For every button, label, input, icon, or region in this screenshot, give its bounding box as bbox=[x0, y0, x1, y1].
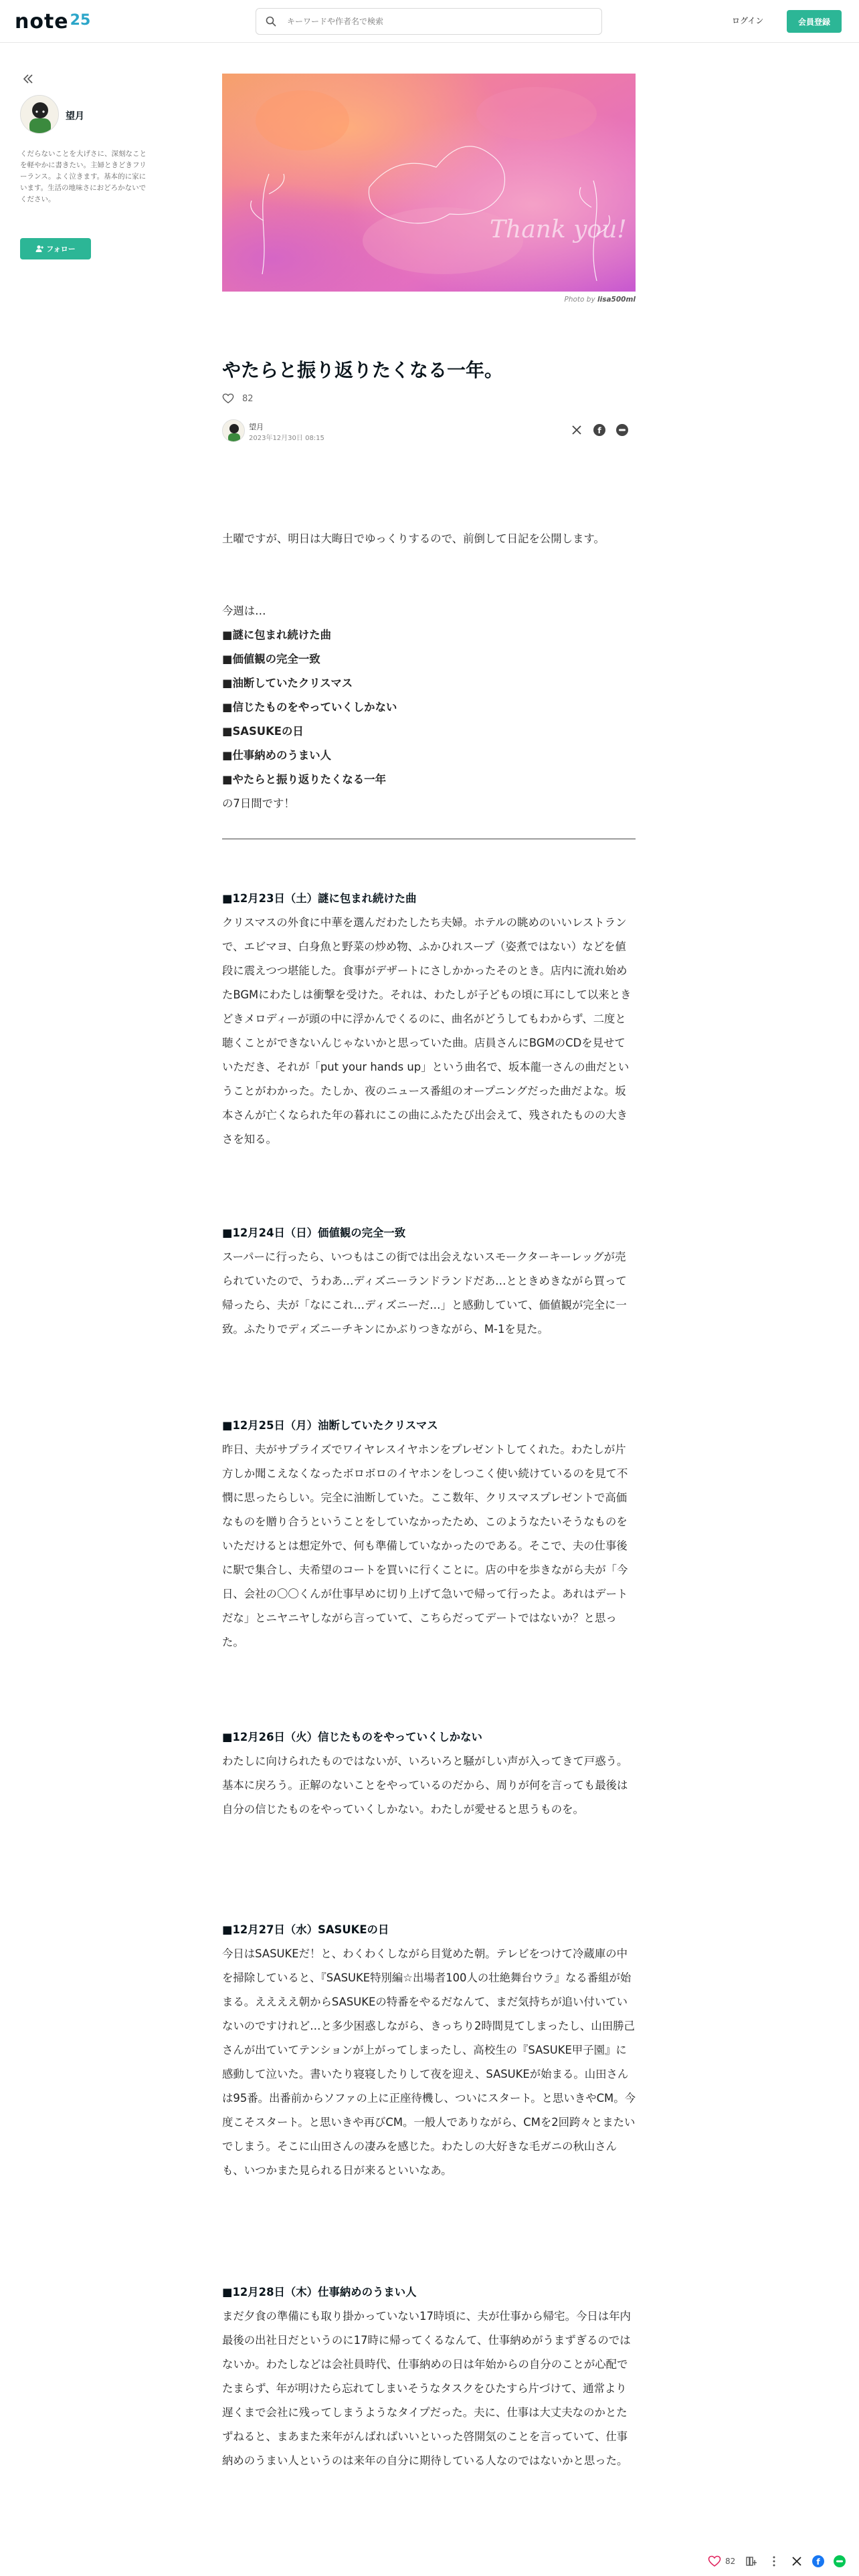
list-item: ■信じたものをやっていくしかない bbox=[222, 701, 397, 714]
intro-week-label: 今週は… bbox=[222, 605, 266, 617]
login-link[interactable]: ログイン bbox=[732, 16, 764, 25]
more-options-icon[interactable] bbox=[767, 2555, 781, 2568]
facebook-share-icon[interactable] bbox=[593, 423, 606, 437]
section-body: クリスマスの外食に中華を選んだわたしたち夫婦。ホテルの眺めのいいレストランで、エビマヨ、白身魚と野菜の炒め物、ふかひれスープ（姿煮ではない）などを値段に震えつつ堪能した。食事がデザートにさしかかったそのとき。店内に流れ始めたBGMにわたしは衝撃を受けた。それは、わたしが子どもの頃に耳にして以来ときどきメロディーが頭の中に浮かんでくるのに、曲名がどうしてもわからず、二度と聴くことができないんじゃないかと思っていた曲。店員さんにBGMのCDを見せていただき、それが「put your hands up」という曲名で、坂本龍一さんの曲だということがわかった。たしか、夜のニュース番組のオープニングだった曲だよな。坂本さんが亡くなられた年の暮れにこの曲にふたたび出会えて、残されたものの大きさを知る。 bbox=[222, 916, 632, 1146]
section-heading: ■12月24日（日）価値観の完全一致 bbox=[222, 1226, 406, 1239]
svg-text:Thank you!: Thank you! bbox=[490, 216, 627, 243]
section-body: 今日はSASUKEだ！と、わくわくしながら目覚めた朝。テレビをつけて冷蔵庫の中を掃除していると、『SASUKE特別編☆出場者100人の壮絶舞台ウラ』なる番組が始まる。ええええ朝からSASUKEの特番をやるだなんて、まだ気持ちが追い付いていないのですけれど…と多少困惑しながら、きっちり2時間見てしまったし、山田勝己さんが出ていてテンションが上がってしまったし、高校生の『SASUKE甲子園』に感動して泣いた。書いたり寝寝したりして夜を迎え、SASUKEが始まる。山田さんは95番。出番前からソファの上に正座待機し、ついにスタート。と思いきやCM。今度こそスタート。と思いきや再びCM。一般人でありながら、CMを2回跨々とまたいでしまう。そこに山田さんの凄みを感じた。わたしの大好きな毛ガニの秋山さんも、いつかまた見られる日が来るといいなあ。 bbox=[222, 1947, 636, 2177]
section-heading: ■12月23日（土）謎に包まれ続けた曲 bbox=[222, 892, 417, 905]
section-body: まだ夕食の準備にも取り掛かっていない17時頃に、夫が仕事から帰宅。今日は年内最後の出社日だというのに17時に帰ってくるなんて、仕事納めがうまずぎるのではないか。わたしなどは会社員時代、仕事納めの日は年始からの自分のことが心配でたまらず、年が明けたら忘れてしまいそうなタスクをひたすら片づけて、通常より遅くまで会社に残ってしまうようなタイプだった。夫に、仕事は大丈夫なのかとたずねると、まあまた来年がんばればいいといった啓開気のことを言っていて、仕事納めのうまい人というのは来年の自分に期待している人なのではないかと思った。 bbox=[222, 2310, 631, 2467]
search-input[interactable] bbox=[287, 17, 581, 26]
signup-button[interactable]: 会員登録 bbox=[787, 10, 842, 33]
week-list bbox=[222, 623, 636, 816]
site-header bbox=[0, 0, 859, 43]
publish-date: 2023年12月30日 08:15 bbox=[249, 435, 324, 442]
section-heading: ■12月25日（月）油断していたクリスマス bbox=[222, 1419, 438, 1432]
search-icon bbox=[266, 16, 276, 27]
line-share-icon[interactable] bbox=[615, 423, 629, 437]
heart-icon[interactable] bbox=[222, 393, 234, 405]
author-name[interactable]: 望月 bbox=[249, 423, 264, 431]
x-share-icon[interactable] bbox=[570, 423, 583, 437]
list-item: ■価値観の完全一致 bbox=[222, 653, 320, 665]
section-body: スーパーに行ったら、いつもはこの街では出会えないスモークターキーレッグが売られていたので、うわあ…ディズニーランドランドだあ…とときめきながら買って帰ったら、夫が「なにこれ…ディズニーだ…」と感動していて、価値観が完全に一致。ふたりでディズニーチキンにかぶりつきながら、M-1を見た。 bbox=[222, 1251, 627, 1335]
collapse-sidebar-icon[interactable] bbox=[21, 72, 35, 86]
author-row bbox=[222, 419, 636, 446]
diary-section-1227 bbox=[222, 1918, 636, 2183]
svg-text:f: f bbox=[816, 2557, 820, 2567]
like-count[interactable]: 82 bbox=[242, 393, 254, 404]
svg-text:f: f bbox=[597, 426, 601, 435]
photo-credit-link[interactable]: lisa500ml bbox=[597, 296, 636, 304]
author-bio: くだらないことを大げさに、深刻なことを軽やかに書きたい。主婦ときどきフリーランス。よく泣きます。基本的に家にいます。生活の地味さにおどろかないでください。 bbox=[20, 150, 147, 203]
list-end: の7日間です！ bbox=[222, 797, 295, 810]
floating-action-bar bbox=[702, 2551, 859, 2572]
magazine-add-icon[interactable] bbox=[745, 2555, 758, 2568]
logo-text: note bbox=[15, 9, 69, 33]
like-row bbox=[222, 393, 254, 405]
section-heading: ■12月26日（火）信じたものをやっていくしかない bbox=[222, 1731, 482, 1743]
x-share-icon[interactable] bbox=[790, 2555, 803, 2568]
section-body: わたしに向けられたものではないが、いろいろと騒がしい声が入ってきて戸惑う。基本に戻ろう。正解のないことをやっているのだから、周りが何を言っても最後は自分の信じたものをやっていくしかない。わたしが愛せると思うものを。 bbox=[222, 1755, 628, 1816]
list-item: ■SASUKEの日 bbox=[222, 725, 304, 738]
line-share-icon[interactable] bbox=[833, 2555, 846, 2568]
photo-caption-prefix: Photo by bbox=[564, 296, 595, 304]
logo-anniversary-badge: 25 bbox=[70, 11, 91, 29]
facebook-share-icon[interactable] bbox=[812, 2555, 825, 2568]
add-user-icon bbox=[35, 245, 43, 253]
section-heading: ■12月27日（水）SASUKEの日 bbox=[222, 1923, 389, 1936]
list-item: ■仕事納めのうまい人 bbox=[222, 749, 332, 762]
diary-section-1224 bbox=[222, 1221, 636, 1341]
heart-icon[interactable] bbox=[708, 2555, 721, 2568]
photo-caption bbox=[222, 296, 636, 304]
follow-button[interactable] bbox=[20, 238, 91, 259]
diary-section-1223 bbox=[222, 887, 636, 1152]
author-avatar-sidebar[interactable] bbox=[20, 95, 59, 134]
list-item: ■油断していたクリスマス bbox=[222, 677, 353, 689]
author-name-sidebar[interactable]: 望月 bbox=[66, 111, 84, 122]
search-box[interactable] bbox=[256, 8, 602, 35]
header-image bbox=[222, 74, 636, 292]
diary-section-1225 bbox=[222, 1414, 636, 1654]
like-count-bottom[interactable]: 82 bbox=[725, 2557, 736, 2566]
article-title: やたらと振り返りたくなる一年。 bbox=[222, 359, 504, 381]
note-logo[interactable] bbox=[15, 9, 90, 33]
intro-paragraph: 土曜ですが、明日は大晦日でゆっくりするので、前倒して日記を公開します。 bbox=[222, 532, 605, 545]
section-body: 昨日、夫がサプライズでワイヤレスイヤホンをプレゼントしてくれた。わたしが片方しか聞こえなくなったボロボロのイヤホンをしつこく使い続けているのを見て不憫に思ったらしい。完全に油断していた。ここ数年、クリスマスプレゼントで高価なものを贈り合うということをしていなかったため、このようなたいそうなものをいただけるとは想定外で、何も準備していなかったのである。そこで、夫の仕事後に駅で集合し、夫希望のコートを買いに行くことに。店の中を歩きながら夫が「今日、会社の〇〇くんが仕事早めに切り上げて急いで帰って行ったよ。あれはデートだな」とニヤニヤしながら言っていて、こちらだってデートではないか？と思った。 bbox=[222, 1443, 628, 1648]
diary-section-1228 bbox=[222, 2280, 636, 2473]
section-heading: ■12月28日（木）仕事納めのうまい人 bbox=[222, 2286, 417, 2298]
follow-label: フォロー bbox=[46, 245, 76, 253]
list-item: ■やたらと振り返りたくなる一年 bbox=[222, 773, 386, 786]
list-item: ■謎に包まれ続けた曲 bbox=[222, 629, 332, 641]
diary-section-1226 bbox=[222, 1725, 636, 1822]
author-avatar[interactable] bbox=[222, 419, 245, 442]
